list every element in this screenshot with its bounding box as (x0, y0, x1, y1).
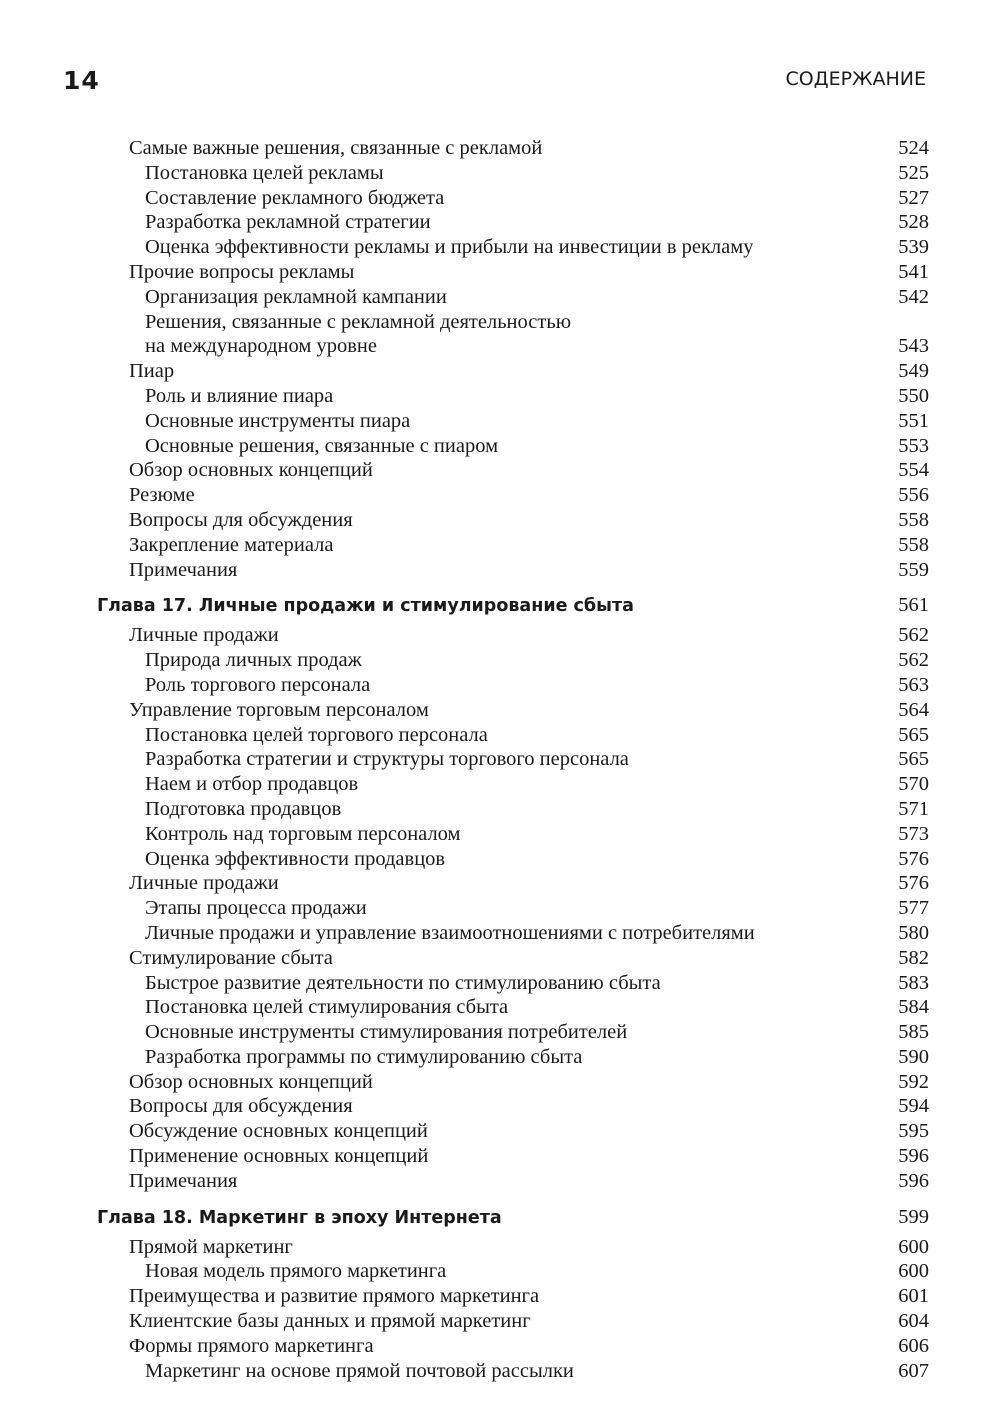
toc-entry (97, 1070, 929, 1095)
toc-entry (97, 533, 929, 558)
toc-entry-page: 595 (898, 1120, 929, 1143)
toc-entry-title: Постановка целей торгового персонала (145, 723, 488, 746)
toc-entry (97, 1259, 929, 1284)
toc-entry (97, 673, 929, 698)
toc-entry-title: Оценка эффективности рекламы и прибыли на инвестиции в рекламу (145, 236, 754, 259)
toc-entry-title: Преимущества и развитие прямого маркетинга (129, 1285, 540, 1308)
toc-entry-title: Примечания (129, 558, 238, 581)
toc-entry-title: Пиар (129, 360, 175, 383)
page-number: 14 (63, 66, 100, 95)
toc-entry (97, 971, 929, 996)
toc-entry-title: Основные решения, связанные с пиаром (145, 434, 499, 457)
toc-entry-page: 576 (898, 872, 929, 895)
toc-entry-page: 562 (898, 649, 929, 672)
toc-entry (97, 1020, 929, 1045)
toc-entry-page: 564 (898, 698, 929, 721)
toc-entry (97, 871, 929, 896)
toc-entry-title: Управление торговым персоналом (129, 698, 429, 721)
toc-entry-page: 554 (898, 459, 929, 482)
toc-entry-page: 600 (898, 1260, 929, 1283)
toc-entry-page: 576 (898, 847, 929, 870)
toc-entry-page: 600 (898, 1235, 929, 1258)
toc-entry-title: Постановка целей рекламы (145, 161, 384, 184)
toc-entry-title: Разработка рекламной стратегии (145, 211, 431, 234)
toc-entry (97, 822, 929, 847)
toc-entry-page: 559 (898, 558, 929, 581)
toc-entry (97, 1284, 929, 1309)
toc-entry (97, 698, 929, 723)
toc-entry (97, 772, 929, 797)
toc-entry-title: Примечания (129, 1169, 238, 1192)
toc-entry (97, 1094, 929, 1119)
toc-entry-page: 561 (898, 594, 929, 617)
toc-entry (97, 723, 929, 748)
toc-entry (97, 409, 929, 434)
toc-entry-title: Оценка эффективности продавцов (145, 847, 446, 870)
toc-entry-page: 596 (898, 1145, 929, 1168)
toc-entry-page: 542 (898, 285, 929, 308)
toc-entry-page: 606 (898, 1334, 929, 1357)
toc-entry-title: Новая модель прямого маркетинга (145, 1260, 447, 1283)
toc-entry-page: 604 (898, 1310, 929, 1333)
toc-entry-page: 565 (898, 748, 929, 771)
toc-entry-title: Личные продажи (129, 872, 279, 895)
toc-entry-page: 541 (898, 260, 929, 283)
chapter-heading (97, 1205, 929, 1229)
toc-entry (97, 483, 929, 508)
toc-entry-page: 549 (898, 360, 929, 383)
toc-entry (97, 558, 929, 583)
toc-entry (97, 334, 929, 359)
toc-entry-page: 577 (898, 897, 929, 920)
toc-entry (97, 161, 929, 186)
toc-entry-page: 539 (898, 236, 929, 259)
toc-entry (97, 186, 929, 211)
toc-entry-title: Самые важные решения, связанные с рекламой (129, 137, 543, 159)
toc-entry-title: Резюме (129, 484, 195, 507)
toc-entry-title: Прочие вопросы рекламы (129, 260, 355, 283)
toc-entry-page: 563 (898, 673, 929, 696)
toc-entry-page: 558 (898, 533, 929, 556)
toc-entry-page: 596 (898, 1169, 929, 1192)
toc-entry-title: Постановка целей стимулирования сбыта (145, 996, 509, 1019)
toc-entry-title: Разработка программы по стимулированию сбыта (145, 1045, 583, 1068)
toc-entry-title: Роль и влияние пиара (145, 384, 334, 407)
toc-entry-page: 562 (898, 624, 929, 647)
toc-entry-title: Решения, связанные с рекламной деятельностью (145, 310, 572, 333)
toc-entry-page: 585 (898, 1021, 929, 1044)
toc-entry (97, 359, 929, 384)
toc-entry-page: 556 (898, 484, 929, 507)
toc-entry-title: Быстрое развитие деятельности по стимулированию сбыта (145, 971, 661, 994)
toc-entry-page: 558 (898, 508, 929, 531)
toc-entry-title: Основные инструменты пиара (145, 409, 411, 432)
toc-entry-title: Обзор основных концепций (129, 459, 373, 482)
toc-entry-page: 550 (898, 384, 929, 407)
toc-entry-page: 584 (898, 996, 929, 1019)
toc-entry (97, 1045, 929, 1070)
toc-entry-page: 570 (898, 773, 929, 796)
toc-entry-page: 525 (898, 161, 929, 184)
toc-entry-title: Составление рекламного бюджета (145, 186, 445, 209)
toc-entry-title: Глава 18. Маркетинг в эпоху Интернета (97, 1207, 502, 1228)
toc-entry-title: Применение основных концепций (129, 1145, 429, 1168)
toc-entry-title: Личные продажи (129, 624, 279, 647)
toc-entry-page: 601 (898, 1285, 929, 1308)
toc-entry-page: 551 (898, 409, 929, 432)
toc-entry (97, 384, 929, 409)
toc-entry (97, 285, 929, 310)
toc-entry (97, 1334, 929, 1359)
toc-entry (97, 946, 929, 971)
chapter-heading (97, 593, 929, 617)
toc-entry-page: 590 (898, 1045, 929, 1068)
toc-entry-page: 565 (898, 723, 929, 746)
toc-entry (97, 1309, 929, 1334)
toc-entry (97, 797, 929, 822)
toc-entry (97, 1119, 929, 1144)
toc-entry-title: Закрепление материала (129, 533, 334, 556)
toc-entry-page: 553 (898, 434, 929, 457)
toc-entry-page: 528 (898, 211, 929, 234)
toc-entry-title: Прямой маркетинг (129, 1235, 293, 1258)
toc-entry (97, 1235, 929, 1260)
toc-entry-title: Природа личных продаж (145, 649, 362, 672)
toc-entry-title: Основные инструменты стимулирования потребителей (145, 1021, 628, 1044)
toc-entry (97, 260, 929, 285)
toc-entry-title: Формы прямого маркетинга (129, 1334, 374, 1357)
toc-entry (97, 458, 929, 483)
toc-entry (97, 847, 929, 872)
toc-entry-title: Подготовка продавцов (145, 797, 342, 820)
toc-entry-title: Роль торгового персонала (145, 673, 371, 696)
toc-entry-page: 599 (898, 1205, 929, 1228)
toc-entry-title: Стимулирование сбыта (129, 946, 333, 969)
toc-entry-title: Организация рекламной кампании (145, 285, 447, 308)
toc-entry (97, 235, 929, 260)
toc-entry-title: Этапы процесса продажи (145, 897, 367, 920)
toc-entry-page: 592 (898, 1070, 929, 1093)
toc-entry (97, 995, 929, 1020)
toc-entry-page: 582 (898, 946, 929, 969)
toc-entry-title: Маркетинг на основе прямой почтовой рассылки (145, 1359, 574, 1382)
toc-entry-title: Вопросы для обсуждения (129, 508, 353, 531)
table-of-contents (97, 136, 929, 1383)
toc-entry-page: 524 (898, 137, 929, 159)
toc-entry (97, 434, 929, 459)
toc-entry-title: Клиентские базы данных и прямой маркетинг (129, 1310, 531, 1333)
toc-entry-title: Глава 17. Личные продажи и стимулирование сбыта (97, 596, 634, 617)
toc-entry-page: 583 (898, 971, 929, 994)
toc-entry-title: на международном уровне (145, 335, 377, 358)
toc-entry (97, 508, 929, 533)
toc-entry-title: Личные продажи и управление взаимоотношениями с потребителями (145, 921, 755, 944)
toc-entry (97, 1169, 929, 1194)
toc-entry (97, 136, 929, 161)
toc-entry (97, 648, 929, 673)
toc-entry-title: Вопросы для обсуждения (129, 1095, 353, 1118)
toc-entry-page: 607 (898, 1359, 929, 1382)
toc-entry-page: 543 (898, 335, 929, 358)
toc-entry-page: 580 (898, 921, 929, 944)
toc-entry (97, 921, 929, 946)
toc-entry-page: 573 (898, 822, 929, 845)
running-head: СОДЕРЖАНИЕ (785, 68, 926, 90)
toc-entry-page: 527 (898, 186, 929, 209)
toc-entry (97, 896, 929, 921)
toc-entry-title: Обзор основных концепций (129, 1070, 373, 1093)
toc-entry-page: 594 (898, 1095, 929, 1118)
toc-entry (97, 1144, 929, 1169)
toc-entry (97, 623, 929, 648)
toc-entry-title: Контроль над торговым персоналом (145, 822, 461, 845)
toc-entry (97, 747, 929, 772)
toc-entry (97, 210, 929, 235)
toc-entry-title: Наем и отбор продавцов (145, 773, 359, 796)
toc-entry-title: Обсуждение основных концепций (129, 1120, 428, 1143)
toc-entry (97, 310, 929, 335)
toc-entry (97, 1359, 929, 1384)
toc-entry-page: 571 (898, 797, 929, 820)
toc-entry-title: Разработка стратегии и структуры торгового персонала (145, 748, 629, 771)
